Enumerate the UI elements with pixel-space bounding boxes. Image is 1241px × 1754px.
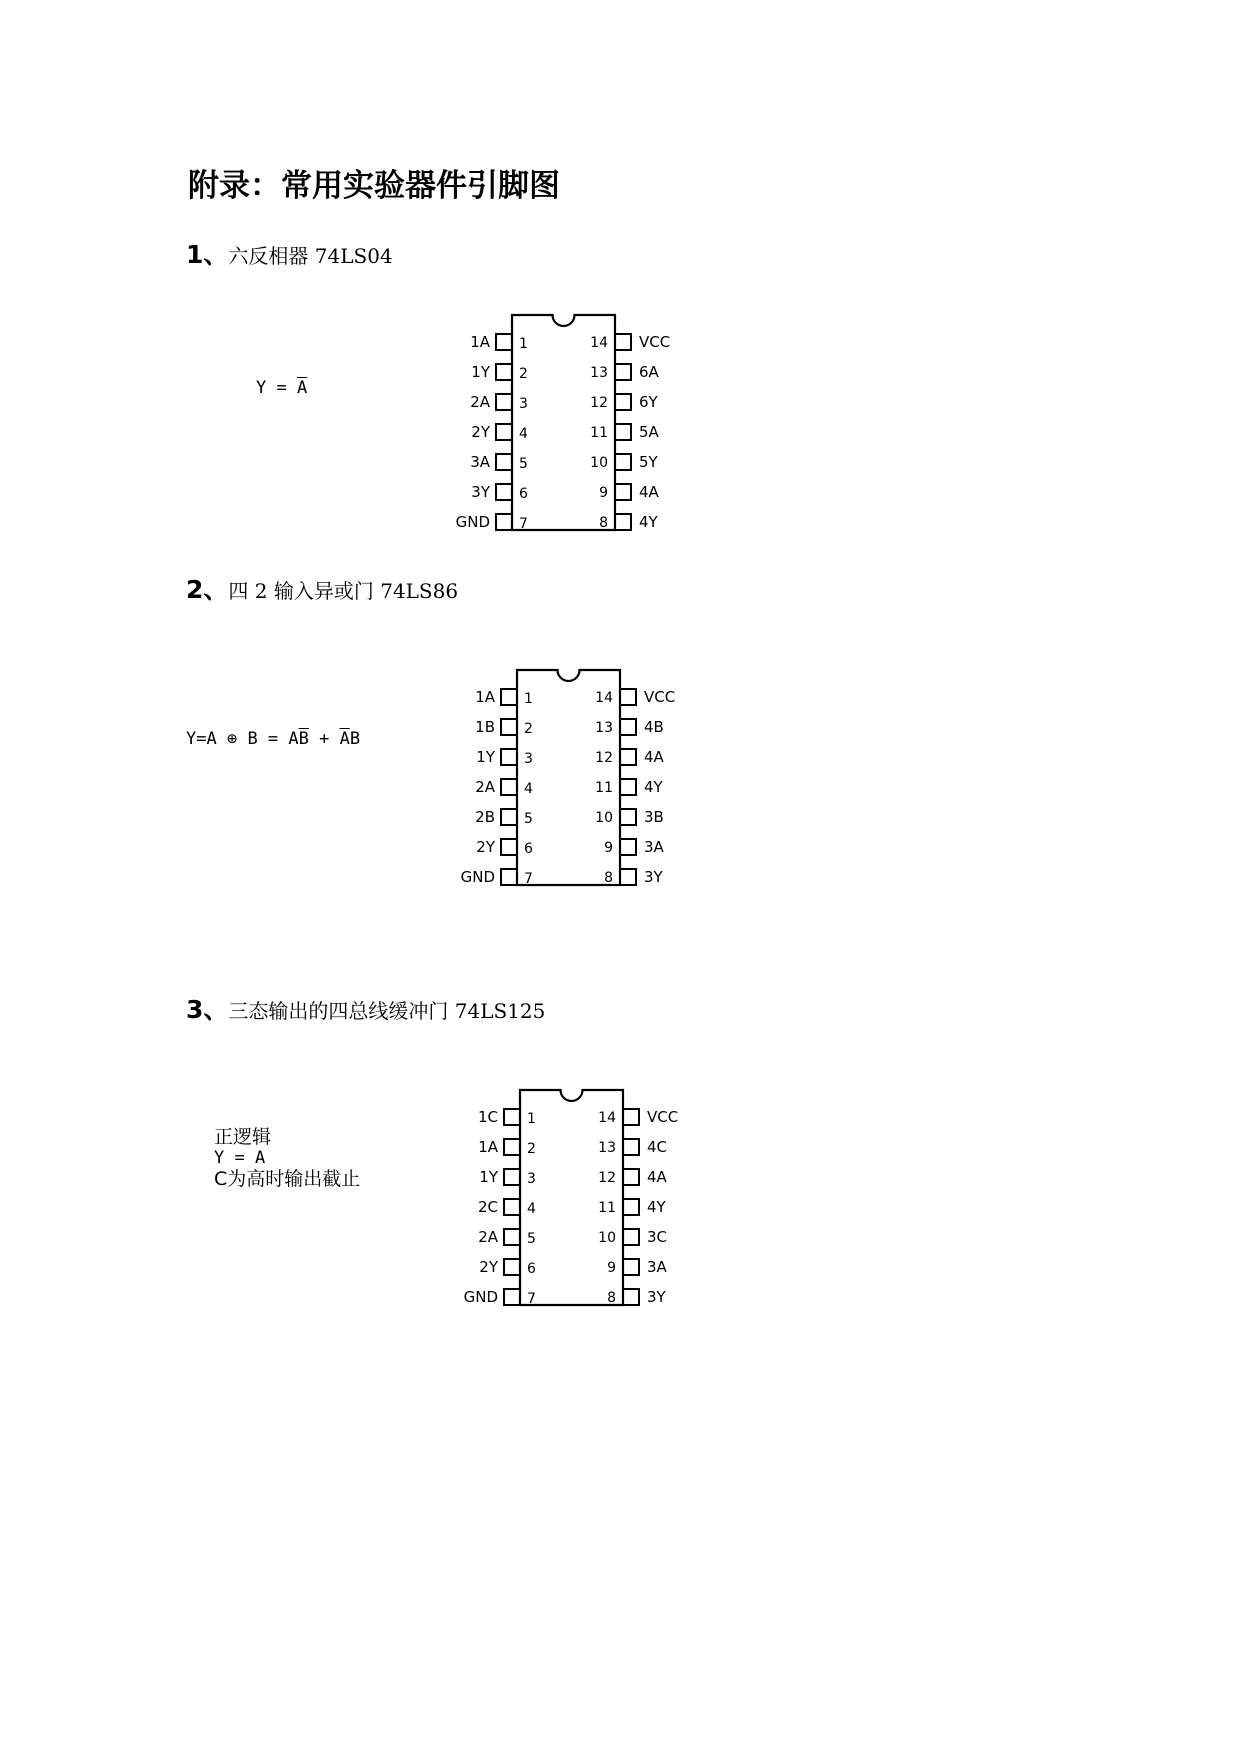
pin-label-left: GND [460, 868, 495, 886]
pin-label-right: 5Y [639, 453, 658, 471]
pin-right [623, 1169, 639, 1185]
section-2-title: 四 2 输入异或门 74LS86 [228, 579, 459, 603]
pin-number-left: 2 [519, 366, 528, 382]
pin-number-right: 12 [598, 1170, 616, 1186]
pin-number-left: 3 [519, 396, 528, 412]
pin-number-left: 5 [527, 1231, 536, 1247]
pin-label-right: 3A [644, 838, 664, 856]
pin-label-left: 1A [478, 1138, 498, 1156]
pin-right [620, 749, 636, 765]
pin-label-left: 2C [477, 1198, 498, 1216]
pin-label-left: GND [455, 513, 490, 531]
pin-right [623, 1199, 639, 1215]
formula-74ls86 [186, 729, 360, 749]
section-2-heading [186, 570, 458, 606]
formula-lhs: Y = [256, 378, 297, 398]
pin-label-left: 1Y [476, 748, 495, 766]
pin-right [615, 484, 631, 500]
pin-label-left: 2Y [476, 838, 495, 856]
pin-number-right: 8 [604, 870, 613, 886]
pin-number-left: 2 [524, 721, 533, 737]
formula-part-1: Y=A [186, 729, 227, 749]
pin-number-right: 11 [598, 1200, 616, 1216]
pin-number-left: 4 [527, 1201, 536, 1217]
pin-number-right: 8 [599, 515, 608, 531]
section-1-title: 六反相器 74LS04 [228, 244, 393, 268]
pin-left [504, 1289, 520, 1305]
pin-number-left: 1 [524, 691, 533, 707]
pin-label-left: 2B [475, 808, 495, 826]
pin-left [501, 779, 517, 795]
pin-right [620, 719, 636, 735]
pin-label-left: 1A [470, 333, 490, 351]
pin-number-right: 12 [590, 395, 608, 411]
pin-label-left: 2Y [479, 1258, 498, 1276]
pin-label-left: 3A [470, 453, 490, 471]
pin-right [620, 869, 636, 885]
pin-label-right: 4A [639, 483, 659, 501]
section-2-number: 2、 [186, 575, 229, 604]
pin-label-left: 2A [470, 393, 490, 411]
pin-left [504, 1199, 520, 1215]
note-positive-logic: 正逻辑 [214, 1126, 272, 1148]
pin-right [623, 1139, 639, 1155]
pin-number-right: 8 [607, 1290, 616, 1306]
pin-label-left: 3Y [471, 483, 490, 501]
pin-number-right: 9 [604, 840, 613, 856]
pin-label-left: 1Y [471, 363, 490, 381]
section-3-heading [186, 990, 545, 1026]
pin-label-right: 4B [644, 718, 664, 736]
section-1-heading [186, 235, 393, 271]
section-3-number: 3、 [186, 995, 229, 1024]
pin-number-right: 10 [590, 455, 608, 471]
pin-right [615, 424, 631, 440]
pin-left [501, 869, 517, 885]
pin-label-left: 1A [475, 688, 495, 706]
pin-left [496, 364, 512, 380]
pin-label-right: 6A [639, 363, 659, 381]
pin-left [496, 334, 512, 350]
pin-label-left: 1Y [479, 1168, 498, 1186]
pin-left [501, 719, 517, 735]
pin-number-left: 5 [519, 456, 528, 472]
pin-right [623, 1109, 639, 1125]
pin-label-right: 6Y [639, 393, 658, 411]
formula-a-bar: $\overline{A}$ [296, 378, 308, 398]
pin-right [620, 779, 636, 795]
formula-part-2: B = A [237, 729, 299, 749]
pin-label-right: VCC [647, 1108, 679, 1126]
pin-right [623, 1259, 639, 1275]
pin-left [504, 1259, 520, 1275]
pin-right [615, 364, 631, 380]
note-equation: Y = A [214, 1148, 266, 1168]
pin-right [615, 334, 631, 350]
pin-left [496, 394, 512, 410]
pin-left [501, 749, 517, 765]
pin-label-right: 4A [644, 748, 664, 766]
pin-number-right: 9 [599, 485, 608, 501]
pin-number-left: 4 [519, 426, 528, 442]
pin-label-right: VCC [644, 688, 676, 706]
pin-number-left: 2 [527, 1141, 536, 1157]
pin-left [496, 454, 512, 470]
pin-label-left: 2A [478, 1228, 498, 1246]
pin-number-left: 1 [527, 1111, 536, 1127]
pin-number-left: 7 [524, 871, 533, 887]
chip-74ls04-pinout [430, 305, 720, 540]
formula-part-3: + [308, 729, 340, 749]
pin-number-right: 14 [598, 1110, 616, 1126]
pin-label-right: 3Y [644, 868, 663, 886]
pin-number-left: 3 [524, 751, 533, 767]
section-1-number: 1、 [186, 240, 229, 269]
formula-b-bar: $\overline{B}$ [298, 729, 309, 749]
pin-label-right: 4A [647, 1168, 667, 1186]
pin-label-left: 2Y [471, 423, 490, 441]
pin-number-left: 6 [527, 1261, 536, 1277]
pin-label-right: 3Y [647, 1288, 666, 1306]
pin-label-right: VCC [639, 333, 671, 351]
section-3-title: 三态输出的四总线缓冲门 74LS125 [228, 999, 546, 1023]
pin-label-right: 3A [647, 1258, 667, 1276]
pin-label-right: 4Y [639, 513, 658, 531]
pin-number-right: 10 [598, 1230, 616, 1246]
pin-left [501, 839, 517, 855]
pin-left [501, 809, 517, 825]
pin-left [504, 1109, 520, 1125]
pin-right [623, 1289, 639, 1305]
logic-note [214, 1126, 360, 1190]
pin-right [620, 689, 636, 705]
pin-number-right: 11 [595, 780, 613, 796]
pin-number-right: 13 [595, 720, 613, 736]
pin-number-left: 5 [524, 811, 533, 827]
formula-a-bar: $\overline{A}$ [339, 729, 350, 749]
pin-label-right: 4Y [644, 778, 663, 796]
pin-label-left: 1B [475, 718, 495, 736]
pin-number-left: 1 [519, 336, 528, 352]
pin-right [615, 514, 631, 530]
pin-label-right: 3C [647, 1228, 668, 1246]
pin-left [496, 484, 512, 500]
page-title: 附录：常用实验器件引脚图 [188, 168, 560, 204]
pin-number-right: 13 [590, 365, 608, 381]
pin-right [615, 394, 631, 410]
pin-label-right: 5A [639, 423, 659, 441]
chip-74ls125-pinout [438, 1080, 728, 1315]
pin-left [504, 1169, 520, 1185]
pin-label-right: 4C [647, 1138, 668, 1156]
pin-label-left: 1C [477, 1108, 498, 1126]
pin-label-right: 3B [644, 808, 664, 826]
pin-number-left: 6 [519, 486, 528, 502]
pin-left [501, 689, 517, 705]
pin-number-left: 4 [524, 781, 533, 797]
pin-number-right: 10 [595, 810, 613, 826]
pin-right [615, 454, 631, 470]
pin-left [496, 514, 512, 530]
pin-number-left: 6 [524, 841, 533, 857]
pin-number-left: 7 [519, 516, 528, 532]
formula-part-4: B [349, 729, 361, 749]
pin-number-left: 3 [527, 1171, 536, 1187]
pin-number-right: 9 [607, 1260, 616, 1276]
pin-number-right: 13 [598, 1140, 616, 1156]
pin-number-right: 11 [590, 425, 608, 441]
pin-right [623, 1229, 639, 1245]
pin-number-right: 14 [595, 690, 613, 706]
pin-number-right: 14 [590, 335, 608, 351]
pin-left [504, 1139, 520, 1155]
pin-right [620, 839, 636, 855]
pin-right [620, 809, 636, 825]
xor-symbol: ⊕ [226, 729, 238, 749]
pin-number-left: 7 [527, 1291, 536, 1307]
pin-label-left: 2A [475, 778, 495, 796]
pin-number-right: 12 [595, 750, 613, 766]
pin-label-left: GND [463, 1288, 498, 1306]
pin-label-right: 4Y [647, 1198, 666, 1216]
note-tristate: C为高时输出截止 [214, 1168, 361, 1190]
formula-74ls04 [256, 378, 307, 398]
chip-74ls86-pinout [435, 660, 725, 895]
pin-left [496, 424, 512, 440]
pin-left [504, 1229, 520, 1245]
